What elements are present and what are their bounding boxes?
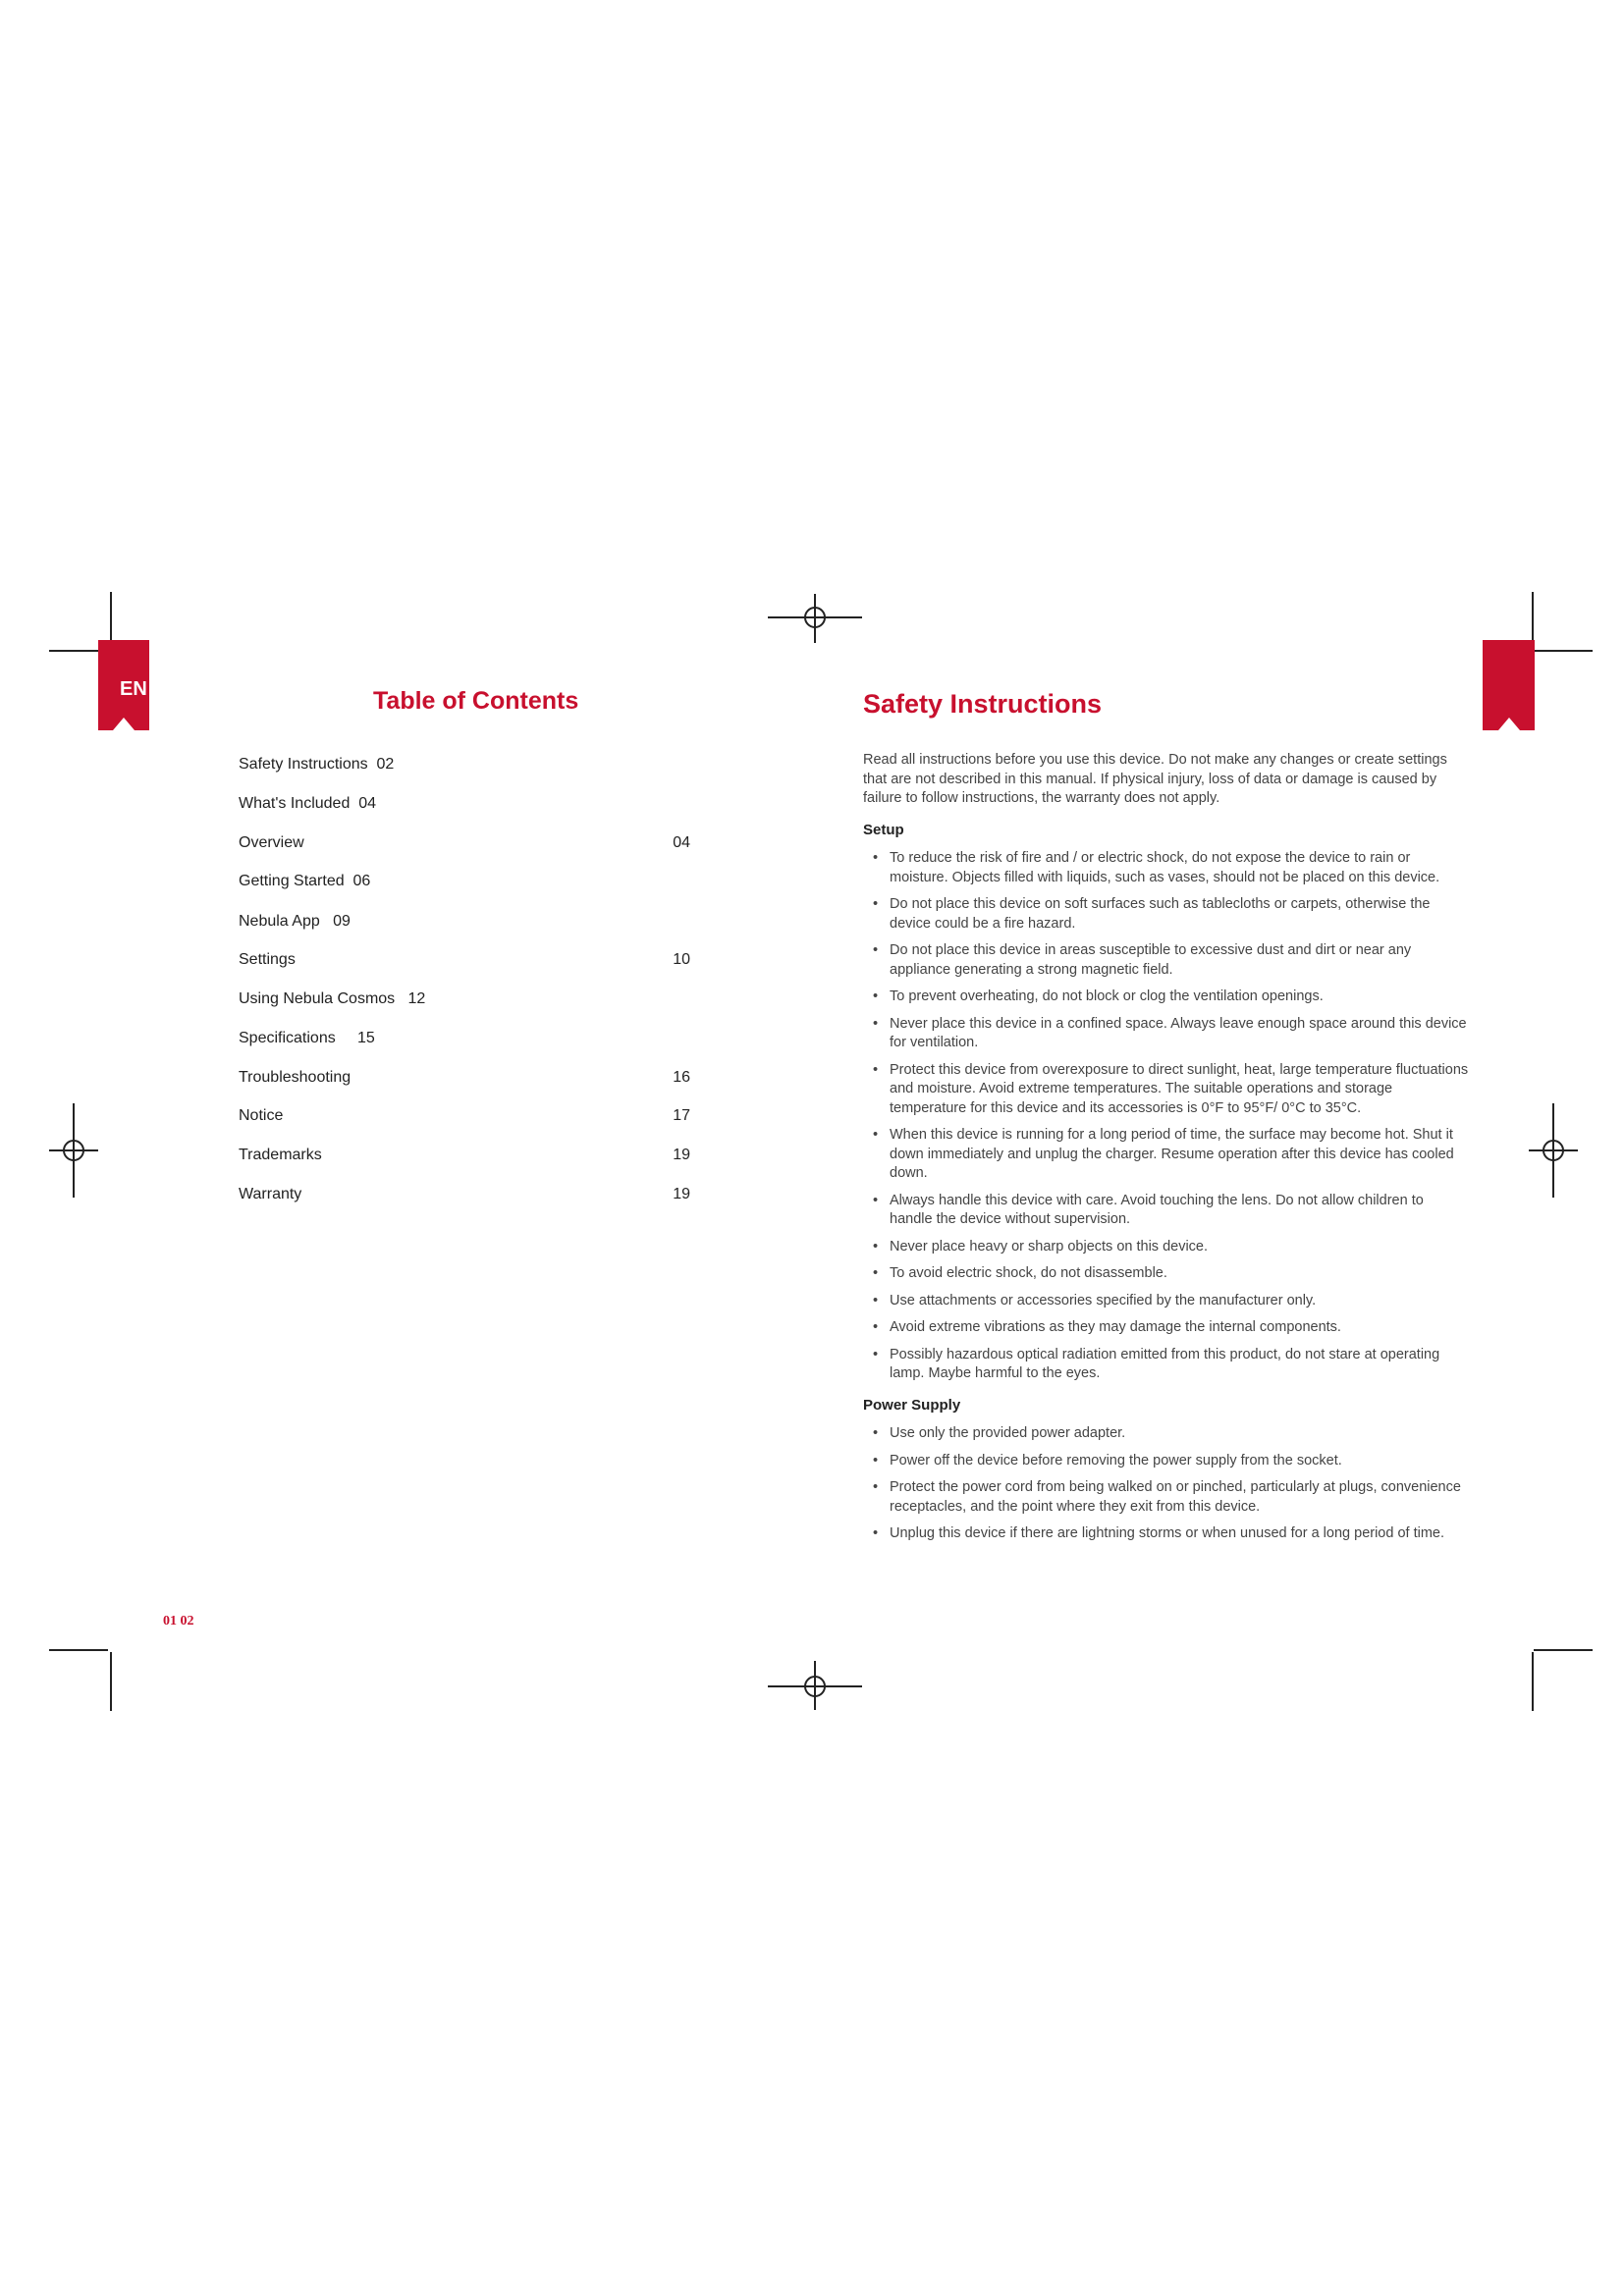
bookmark-tab: [1483, 640, 1535, 730]
toc-entry[interactable]: [239, 873, 690, 896]
toc-entry[interactable]: [239, 1147, 690, 1170]
list-item: • Do not place this device on soft surfaces such as tablecloths or carpets, otherwise the device could be a fire hazard.: [863, 895, 1469, 934]
setup-list: [863, 849, 1469, 1384]
list-item: • Unplug this device if there are lightning storms or when unused for a long period of time.: [863, 1524, 1469, 1544]
toc-entry[interactable]: [239, 756, 690, 779]
list-item: • To reduce the risk of fire and / or electric shock, do not expose the device to rain or moisture. Objects filled with liquids, such as vases, should not be placed on this device.: [863, 849, 1469, 887]
safety-title: Safety Instructions: [863, 689, 1103, 719]
list-item: • Avoid extreme vibrations as they may damage the internal components.: [863, 1318, 1469, 1338]
toc-entry-page: 10: [673, 951, 690, 968]
toc-entry[interactable]: [239, 951, 690, 975]
toc-entry-label: Trademarks: [239, 1147, 322, 1163]
list-item: • To avoid electric shock, do not disassemble.: [863, 1264, 1469, 1284]
toc-entry[interactable]: [239, 1107, 690, 1131]
toc-entry-page: 19: [673, 1186, 690, 1202]
toc-entry-page: 19: [673, 1147, 690, 1163]
list-item: • Protect the power cord from being walked on or pinched, particularly at plugs, convenience receptacles, and the point where they exit from this device.: [863, 1478, 1469, 1517]
toc-entry-label: Nebula App 09: [239, 913, 351, 930]
list-item: • Never place this device in a confined space. Always leave enough space around this device for ventilation.: [863, 1015, 1469, 1053]
safety-content: [863, 751, 1469, 1556]
power-supply-list: [863, 1424, 1469, 1544]
toc-entry[interactable]: [239, 834, 690, 858]
list-item: • Never place heavy or sharp objects on this device.: [863, 1238, 1469, 1257]
toc-entry-label: Getting Started 06: [239, 873, 371, 889]
list-item: • Use only the provided power adapter.: [863, 1424, 1469, 1444]
list-item: • To prevent overheating, do not block or clog the ventilation openings.: [863, 988, 1469, 1007]
toc-entry-label: Warranty: [239, 1186, 302, 1202]
toc-entry[interactable]: [239, 913, 690, 936]
toc-entry[interactable]: [239, 1030, 690, 1053]
list-item: • Possibly hazardous optical radiation emitted from this product, do not stare at operating lamp. Maybe harmful to the eyes.: [863, 1346, 1469, 1384]
tab-notch: [1498, 718, 1520, 730]
toc-entry-label: Settings: [239, 951, 296, 968]
toc-entry-page: 16: [673, 1069, 690, 1086]
toc-entry[interactable]: [239, 990, 690, 1014]
list-item: • When this device is running for a long period of time, the surface may become hot. Shut it down immediately and unplug the charger. Resume operation after this device has cooled down.: [863, 1126, 1469, 1184]
toc-entry-label: Notice: [239, 1107, 284, 1124]
toc-entry-page: 04: [673, 834, 690, 851]
list-item: • Power off the device before removing the power supply from the socket.: [863, 1452, 1469, 1471]
toc-entry-label: Specifications 15: [239, 1030, 375, 1046]
list-item: • Protect this device from overexposure to direct sunlight, heat, large temperature fluctuations and moisture. Avoid extreme temperatures. The suitable operations and storage temperature for this device and its accessories is 0°F to 95°F/ 0°C to 35°C.: [863, 1061, 1469, 1119]
toc-entry-label: What's Included 04: [239, 795, 377, 812]
list-item: • Use attachments or accessories specified by the manufacturer only.: [863, 1292, 1469, 1311]
toc-entry[interactable]: [239, 1186, 690, 1209]
tab-notch: [113, 718, 135, 730]
toc-entry-label: Using Nebula Cosmos 12: [239, 990, 426, 1007]
toc-entry-label: Safety Instructions 02: [239, 756, 395, 773]
intro-paragraph: Read all instructions before you use this device. Do not make any changes or create settings that are not described in this manual. If physical injury, loss of data or damage is caused by failure to follow instructions, the warranty does not apply.: [863, 752, 1447, 806]
toc-entry-label: Troubleshooting: [239, 1069, 352, 1086]
power-supply-heading: Power Supply: [863, 1396, 961, 1414]
list-item: • Do not place this device in areas susceptible to excessive dust and dirt or near any appliance generating a strong magnetic field.: [863, 941, 1469, 980]
toc-title: Table of Contents: [373, 687, 579, 715]
toc-entry-page: 17: [673, 1107, 690, 1124]
list-item: • Always handle this device with care. Avoid touching the lens. Do not allow children to handle the device without supervision.: [863, 1192, 1469, 1230]
setup-heading: Setup: [863, 821, 904, 838]
toc-entry[interactable]: [239, 1069, 690, 1093]
toc-entry-label: Overview: [239, 834, 304, 851]
page-numbers: 01 02: [163, 1614, 194, 1629]
language-label: EN: [120, 678, 147, 700]
toc-entry[interactable]: [239, 795, 690, 819]
